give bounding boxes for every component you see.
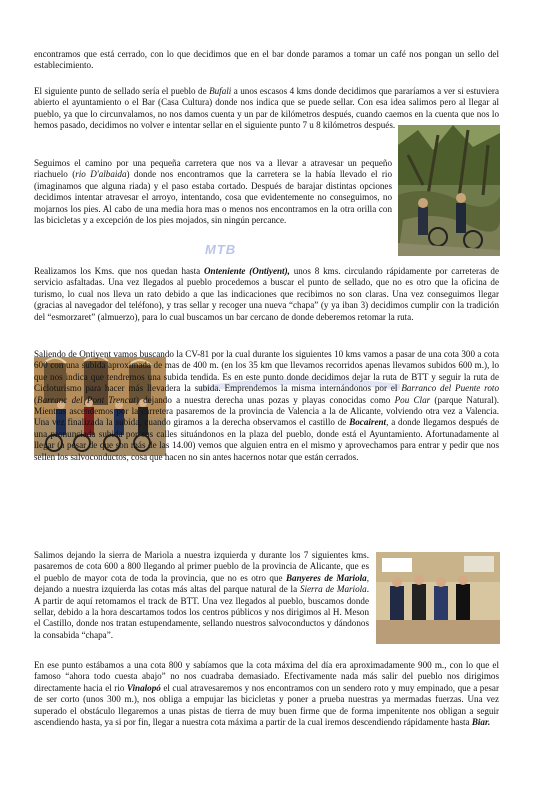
text-run: ) dejando a nuestra derecha unas pozas y playas conocidas como	[135, 394, 395, 405]
text-run: , a donde llegamos después de una pronunciada subida por sus calles situándonos en la plaza del pueblo, donde está el Ayuntamiento. Afortunadamente al llegar (a pesar de que son más de las 14.00) vemos que alguien entra en el mismo y aprovechamos para entrar y pedir que nos sellen los salvoconductos, cosa que hacen no sin antes hacernos notar que están cerrados.	[34, 417, 500, 462]
text-run: Banyeres de Mariola	[285, 572, 367, 583]
paragraph-bocairent	[34, 349, 499, 463]
paragraph-intro	[34, 49, 499, 72]
text-run: Salimos dejando la sierra de Mariola a nuestra izquierda y durante los 7 siguientes kms. pasaremos de cota 600 a 800 llegando al primer pueblo de la provincia de Alicante, que es el pueblo de mayor cota de toda la provincia, que no es otro que	[34, 550, 369, 583]
text-run: En ese punto estábamos a una cota 800 y sabíamos que la cota máxima del día era aproximadamente 900 m., con lo que el famoso “ahora todo cuesta abajo” no nos cuadraba demasiado. Efectivamente nada más salir del pueblo nos dirigimos directamente hacia el rio	[34, 660, 499, 693]
text-run: (	[34, 394, 38, 405]
text-run: Biar.	[471, 717, 491, 728]
text-run: Pou Clar	[394, 394, 431, 405]
paragraph-vinalopo	[34, 660, 499, 728]
text-run: Vinalopó	[126, 682, 161, 693]
text-run: ) donde nos encontramos que la carretera se la había llevado el rio (imaginamos que alguna riada) y el paso estaba cortado. Después de barajar distintas opciones decidimos intentar atravesar el arroyo, intentando, cosa que evidentemente no conseguimos, no mojarnos los pies. Al cabo de una media hora mas o menos nos encontramos en la otra orilla con las bicicletas y a excepción de los pies mojados, sin ningún percance.	[34, 169, 392, 226]
text-run: . A partir de aquí retomamos el track de BTT. Una vez llegados al pueblo, buscamos donde sellar, debido a la hora descartamos todos los centros públicos y nos dirigimos al H. Meson el Castillo, donde nos tratan estupendamente, sellando nuestros salvoconductos y dándonos la consabida “chapa”.	[34, 584, 369, 640]
text-run: Seguimos el camino por una pequeña carretera que nos va a llevar a atravesar un pequeño riachuelo (	[34, 158, 392, 180]
text-run: rio D'albaida	[75, 169, 127, 180]
text-run: Bufali	[209, 86, 232, 96]
text-run: (parque Natural). Mientras ascendemos por la carretera pasaremos de la provincia de Valencia a la de Alicante, volviendo otra vez a Valencia. Una vez finalizada la subida, cuando giramos a la derecha observamos el castillo de	[34, 394, 499, 428]
text-run: Barranco del Puente roto	[401, 383, 499, 394]
paragraph-banyeres	[34, 550, 369, 641]
river-crossing-photo	[398, 125, 500, 256]
banyeres-image	[376, 552, 500, 644]
paragraph-river	[34, 158, 392, 226]
paragraph-onteniente	[34, 266, 499, 323]
text-run: unos 8 kms. circulando rápidamente por carreteras de servicio asfaltadas. Una vez llegados al pueblo procedemos a buscar el punto de sellado, que no es otro que la oficina de turismo, lo cual nos lleva un rato debido a que las indicaciones que recibimos no son claras. Una vez conseguimos llegar (gracias al navegador del teléfono), y tras sellar y recoger una nueva “chapa” (y ya iban 3) decidimos cumplir con la tradición del “esmorzaret” (almuerzo), para lo cual buscamos un bar cercano de donde deberemos retomar la ruta.	[34, 266, 499, 322]
text-run: encontramos que está cerrado, con lo que decidimos que en el bar donde paramos a tomar un café nos pongan un sello del establecimiento.	[34, 49, 499, 71]
text-run: El siguiente punto de sellado sería el pueblo de	[34, 86, 210, 96]
banyeres-photo	[376, 552, 500, 644]
text-run: Barranc del Pont Trencat	[37, 394, 136, 405]
text-run: , dejando a nuestra izquierda las cotas más altas del parque natural de la	[34, 572, 369, 595]
text-run: Saliendo de Ontiyent vamos buscando la CV-81 por la cual durante los siguientes 10 kms vamos a pasar de una cota 300 a cota 600 con una subida aproximada de mas de 400 m. (en los 35 km que llevamos recorridos apenas llevamos subidos 600 m.), lo que nos indica que tendremos una subida tendida. Es en este punto donde decidimos dejar la ruta de BTT y seguir la ruta de Cicloturismo para hacer más llevadera la subida. Emprendemos la misma internándonos por el	[34, 349, 499, 394]
text-run: a unos escasos 4 kms donde decidimos que pararíamos a ver si estuviera abierto el ayuntamiento o el Bar (Casa Cultura) donde nos indica que se puede sellar. Con esa idea salimos pero al llegar al pueblo, ya que lo circunvalamos, no nos damos cuenta y un par de kilómetros después, cuando caemos en la cuenta que nos lo hemos pasado, decidimos no volver e intentar sellar en el siguiente punto 7 u 8 kilómetros después.	[34, 86, 499, 131]
text-run: Bocairent	[349, 417, 387, 428]
text-run: Realizamos los Kms. que nos quedan hasta	[34, 266, 204, 276]
river-crossing-image	[398, 125, 500, 256]
text-run: Sierra de Mariola	[299, 584, 367, 595]
mtb-watermark: MTB	[205, 242, 237, 257]
text-run: el cual atravesaremos y nos encontramos con un sendero roto y muy empinado, que a pesar de ser corto (unos 300 m.), nos obliga a empujar las bicicletas y poner a prueba nuestras ya mermadas fuerzas. Una vez superado el obstáculo llegaremos a unas pistas de tierra de muy buen firme que de forma impenitente nos obligan a seguir ascendiendo hasta, ya si por fin, llegar a nuestra cota máxima a partir de la cual iremos descendiendo rápidamente hasta	[34, 682, 499, 728]
text-run: Onteniente (Ontiyent),	[203, 266, 290, 276]
